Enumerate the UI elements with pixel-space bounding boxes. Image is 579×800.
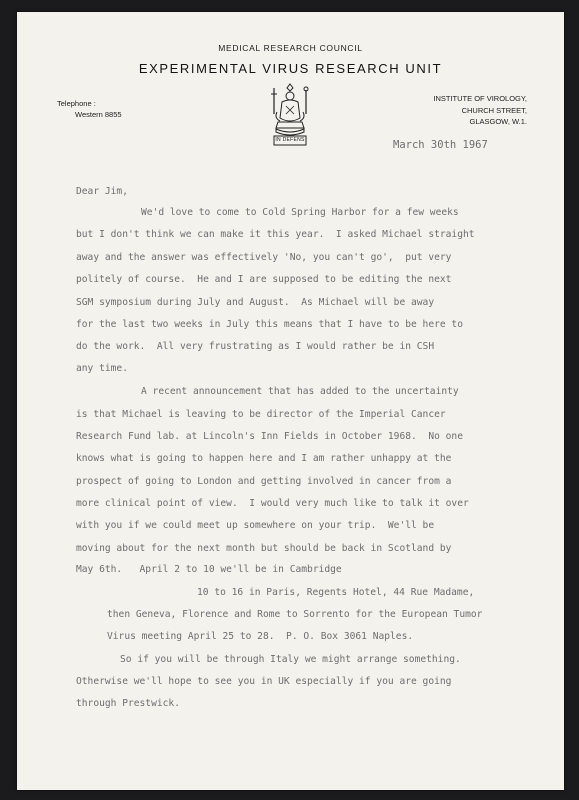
address-line: CHURCH STREET,	[461, 105, 527, 115]
body-line: for the last two weeks in July this means that I have to be here to	[76, 319, 463, 330]
body-line: We'd love to come to Cold Spring Harbor for a few weeks	[141, 207, 459, 218]
body-line: prospect of going to London and getting involved in cancer from a	[76, 476, 452, 487]
telephone-label: Telephone :	[57, 99, 96, 108]
body-line: more clinical point of view. I would very much like to talk it over	[76, 498, 469, 509]
body-line: moving about for the next month but should be back in Scotland by	[76, 543, 452, 554]
body-line: but I don't think we can make it this year. I asked Michael straight	[76, 229, 475, 240]
body-line: A recent announcement that has added to the uncertainty	[141, 386, 459, 397]
crest-motto: IN DEFENS	[275, 137, 305, 143]
body-line: Dear Jim,	[76, 186, 128, 197]
body-line: Research Fund lab. at Lincoln's Inn Fields in October 1968. No one	[76, 431, 463, 442]
body-line: Otherwise we'll hope to see you in UK especially if you are going	[76, 676, 452, 687]
letterhead-address	[433, 93, 527, 128]
body-line: any time.	[76, 363, 128, 374]
body-line: knows what is going to happen here and I am rather unhappy at the	[76, 453, 452, 464]
body-line: politely of course. He and I are supposed to be editing the next	[76, 274, 452, 285]
letter-page	[17, 12, 564, 790]
body-line: Virus meeting April 25 to 28. P. O. Box 3061 Naples.	[107, 631, 414, 642]
letterhead-telephone	[57, 98, 122, 120]
body-line: then Geneva, Florence and Rome to Sorrento for the European Tumor	[107, 609, 483, 620]
body-line: do the work. All very frustrating as I would rather be in CSH	[76, 341, 435, 352]
body-line: SGM symposium during July and August. As Michael will be away	[76, 297, 435, 308]
body-line: May 6th. April 2 to 10 we'll be in Cambridge	[76, 564, 342, 575]
letterhead-unit: EXPERIMENTAL VIRUS RESEARCH UNIT	[138, 61, 443, 76]
letter-date: March 30th 1967	[393, 139, 488, 151]
body-line: So if you will be through Italy we might arrange something.	[120, 654, 461, 665]
body-line: 10 to 16 in Paris, Regents Hotel, 44 Rue Madame,	[197, 587, 475, 598]
body-line: is that Michael is leaving to be director of the Imperial Cancer	[76, 409, 446, 420]
body-line: away and the answer was effectively 'No, you can't go', put very	[76, 252, 452, 263]
address-line: GLASGOW, W.1.	[469, 117, 527, 126]
body-line: through Prestwick.	[76, 698, 180, 709]
address-line: INSTITUTE OF VIROLOGY,	[433, 94, 527, 103]
letterhead-council: MEDICAL RESEARCH COUNCIL	[218, 43, 363, 53]
body-line: with you if we could meet up somewhere on your trip. We'll be	[76, 520, 435, 531]
telephone-number: Western 8855	[75, 110, 122, 119]
